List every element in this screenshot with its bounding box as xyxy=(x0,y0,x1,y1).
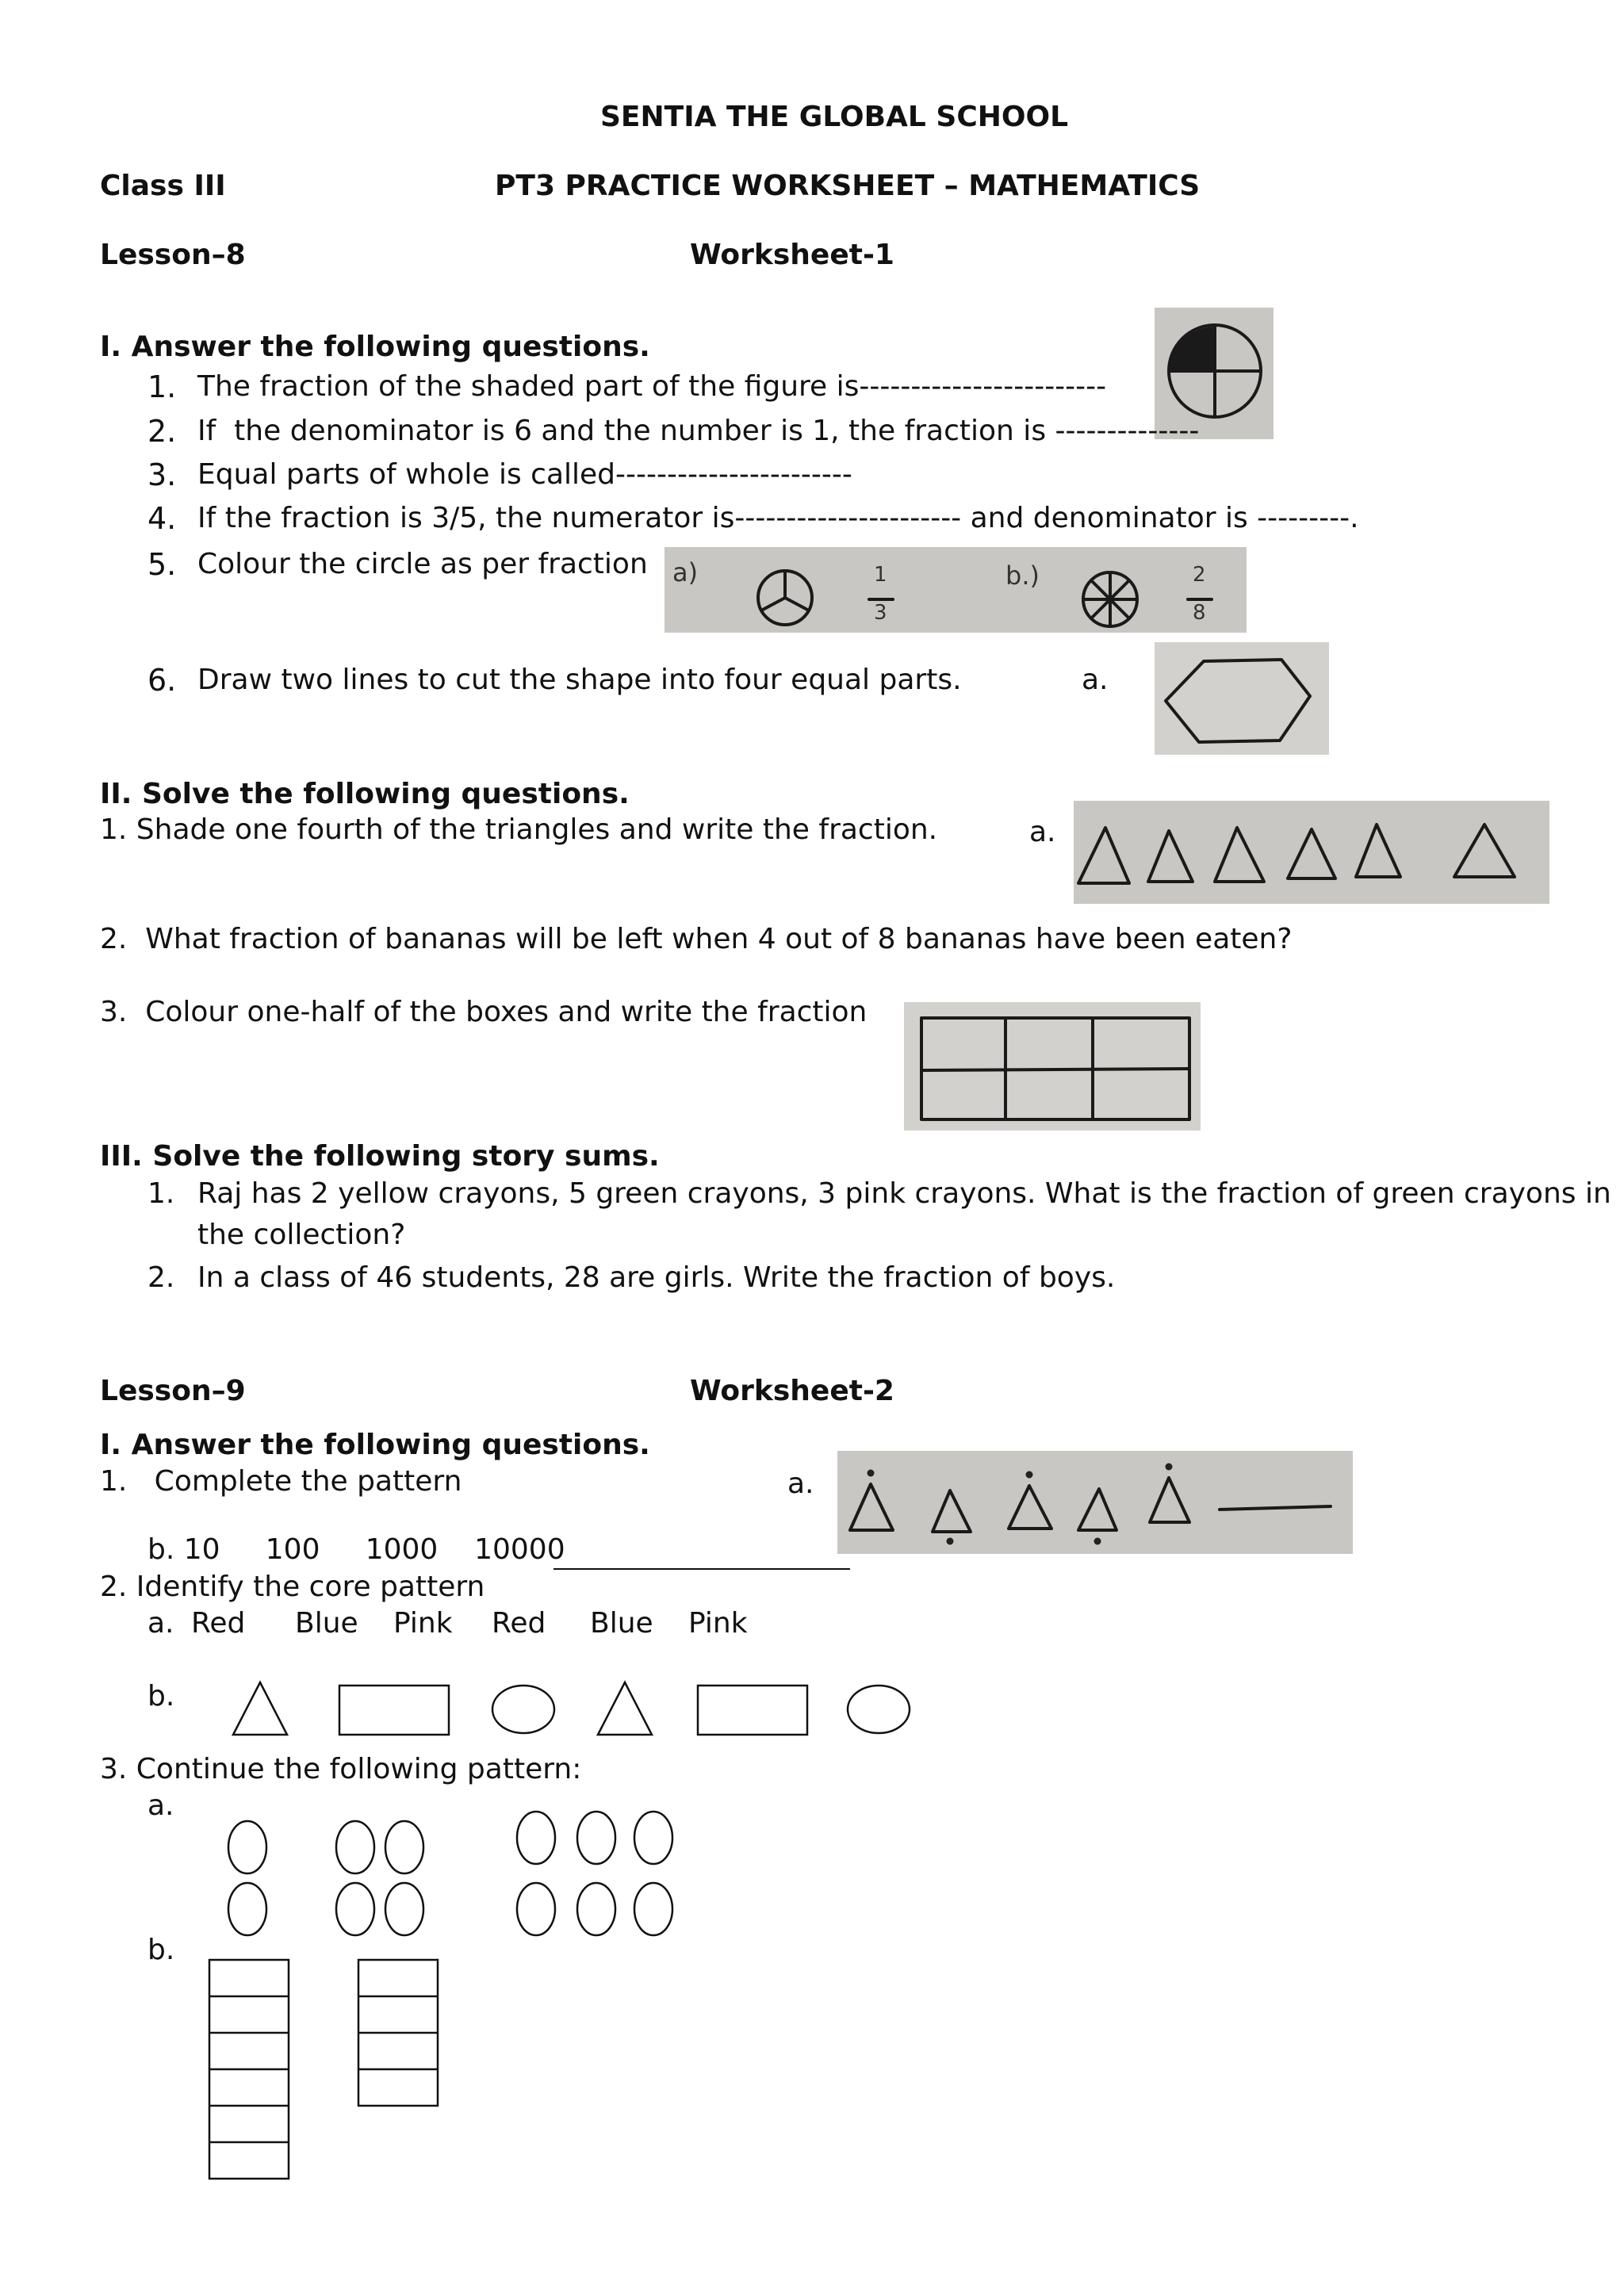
q1-text: The fraction of the shaded part of the figure is------------------------ xyxy=(197,370,1107,403)
shape-core-pattern xyxy=(222,1679,936,1743)
q3-number: 3. xyxy=(147,457,177,492)
school-name: SENTIA THE GLOBAL SCHOOL xyxy=(600,101,1069,133)
color-word-6: Pink xyxy=(688,1607,748,1640)
q5-a-numerator: 1 xyxy=(874,563,887,587)
class-label: Class III xyxy=(100,170,226,202)
story-1-number: 1. xyxy=(147,1177,175,1210)
q2-text: If the denominator is 6 and the number is 1, the fraction is -------------- xyxy=(197,415,1200,447)
triangles-figure xyxy=(1074,801,1549,904)
hexagon-figure xyxy=(1155,642,1329,755)
ws2-section-1-heading: I. Answer the following questions. xyxy=(100,1429,650,1461)
section-2-heading: II. Solve the following questions. xyxy=(100,778,630,810)
q6-a-label: a. xyxy=(1082,664,1109,696)
color-word-1: Red xyxy=(191,1607,246,1640)
q6-text: Draw two lines to cut the shape into four equal parts. xyxy=(197,664,962,696)
color-word-3: Pink xyxy=(393,1607,453,1640)
ws2-q1-b-answer-line xyxy=(553,1568,850,1570)
q6-number: 6. xyxy=(147,663,177,698)
s2-q1-a-label: a. xyxy=(1029,816,1056,848)
story-1-line1: Raj has 2 yellow crayons, 5 green crayons, 3 pink crayons. What is the fraction of green crayons in xyxy=(197,1177,1611,1210)
q5-a-denominator: 3 xyxy=(874,601,887,625)
q5-number: 5. xyxy=(147,547,177,582)
lesson-8-label: Lesson–8 xyxy=(100,239,246,271)
ws2-q3-b-label: b. xyxy=(147,1934,175,1966)
q3-text: Equal parts of whole is called----------------------- xyxy=(197,458,852,491)
color-word-4: Red xyxy=(492,1607,546,1640)
worksheet-1-label: Worksheet-1 xyxy=(690,239,894,271)
worksheet-2-label: Worksheet-2 xyxy=(690,1375,894,1407)
pattern-rectangle-2 xyxy=(698,1686,807,1735)
story-2-number: 2. xyxy=(147,1261,175,1294)
color-word-5: Blue xyxy=(590,1607,653,1640)
ws2-q1-a-label: a. xyxy=(787,1468,814,1500)
color-word-2: Blue xyxy=(295,1607,358,1640)
section-1-heading: I. Answer the following questions. xyxy=(100,331,650,363)
ws2-q1-b-sequence: b. 10 100 1000 10000 xyxy=(147,1533,565,1566)
ws2-q2-a-label: a. xyxy=(147,1607,174,1640)
q5-text: Colour the circle as per fraction xyxy=(197,548,648,580)
lesson-9-label: Lesson–9 xyxy=(100,1375,246,1407)
q5-a-label: a) xyxy=(672,557,699,587)
q5-b-numerator: 2 xyxy=(1193,563,1206,587)
q2-number: 2. xyxy=(147,414,177,449)
dot-triangle-pattern-figure xyxy=(837,1451,1353,1554)
story-1-line2: the collection? xyxy=(197,1219,406,1251)
q5-b-denominator: 8 xyxy=(1193,601,1206,625)
section-3-heading: III. Solve the following story sums. xyxy=(100,1140,660,1173)
ws2-q2-b-label: b. xyxy=(147,1680,175,1712)
q1-number: 1. xyxy=(147,369,177,404)
oval-growing-pattern xyxy=(214,1808,690,1942)
boxes-figure xyxy=(904,1002,1201,1131)
ws2-q1-text: 1. Complete the pattern xyxy=(100,1465,462,1498)
q5-b-label: b.) xyxy=(1005,561,1040,591)
ws2-q3-text: 3. Continue the following pattern: xyxy=(100,1753,582,1785)
pattern-oval-1 xyxy=(492,1686,554,1733)
story-2-line1: In a class of 46 students, 28 are girls. Write the fraction of boys. xyxy=(197,1261,1116,1294)
worksheet-title: PT3 PRACTICE WORKSHEET – MATHEMATICS xyxy=(495,170,1201,202)
q4-text: If the fraction is 3/5, the numerator is---------------------- and denominator is ---------. xyxy=(197,502,1359,534)
ws2-q2-text: 2. Identify the core pattern xyxy=(100,1571,485,1603)
s2-q2-text: 2. What fraction of bananas will be left when 4 out of 8 bananas have been eaten? xyxy=(100,923,1293,955)
pattern-triangle-1 xyxy=(233,1682,287,1735)
pattern-oval-2 xyxy=(848,1686,910,1733)
pattern-triangle-2 xyxy=(598,1682,652,1735)
pattern-rectangle-1 xyxy=(339,1686,449,1735)
fraction-circles-figure xyxy=(665,547,1247,633)
q4-number: 4. xyxy=(147,501,177,536)
s2-q1-text: 1. Shade one fourth of the triangles and write the fraction. xyxy=(100,813,938,846)
s2-q3-text: 3. Colour one-half of the boxes and write the fraction xyxy=(100,996,868,1028)
ws2-q3-a-label: a. xyxy=(147,1789,174,1822)
box-stack-pattern xyxy=(208,1958,462,2188)
